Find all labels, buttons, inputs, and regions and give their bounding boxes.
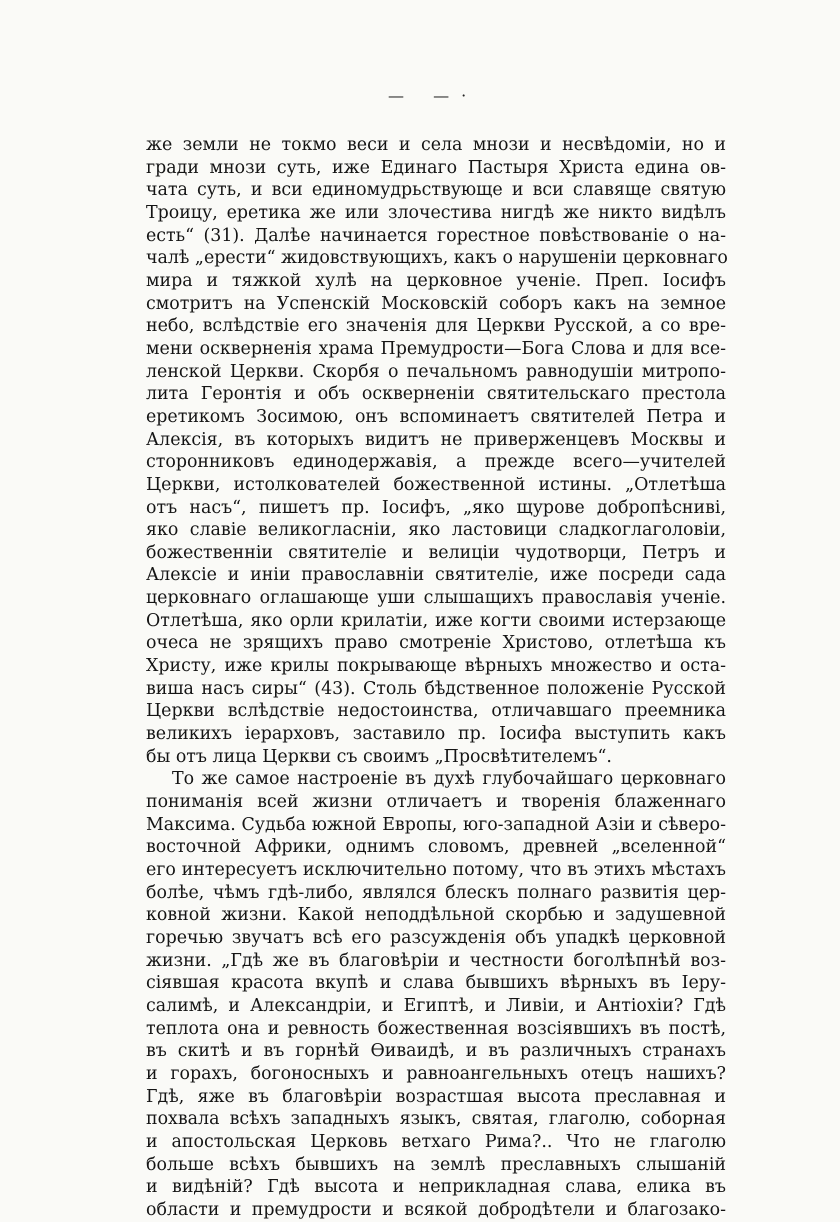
- text-line: есть“ (31). Далѣе начинается горестное повѣствованіе о на-: [146, 225, 726, 246]
- text-line: Алексія, въ которыхъ видитъ не приверженцевъ Москвы и: [146, 429, 726, 450]
- text-line: Отлетѣша, яко орли крилатіи, иже когти своими истерзающе: [146, 610, 726, 631]
- text-line: ленской Церкви. Скорбя о печальномъ равнодушіи митропо-: [146, 361, 726, 382]
- text-line: пониманія всей жизни отличаетъ и творенія блаженнаго: [146, 792, 726, 813]
- text-line: небо, вслѣдствіе его значенія для Церкви Русской, а со вре-: [146, 316, 726, 337]
- text-line: его интересуетъ исключительно потому, что въ этихъ мѣстахъ: [146, 860, 726, 880]
- text-line: бы отъ лица Церкви съ своимъ „Просвѣтителемъ“.: [146, 746, 612, 767]
- text-line: смотритъ на Успенскій Московскій соборъ какъ на земное: [146, 293, 726, 314]
- text-line: Максима. Судьба южной Европы, юго-западной Азіи и сѣверо-: [146, 814, 726, 835]
- text-line: Алексіе и иніи православніи святителіе, иже посреди сада: [146, 565, 726, 586]
- text-line: болѣе, чѣмъ гдѣ-либо, являлся блескъ полнаго развитія цер-: [146, 882, 726, 903]
- text-line: гради мнози суть, иже Единаго Пастыря Христа едина ов-: [146, 157, 726, 178]
- text-line: Гдѣ, яже въ благовѣріи возрастшая высота преславная и: [146, 1086, 726, 1107]
- text-line: горечью звучатъ всѣ его разсужденія объ упадкѣ церковной: [146, 927, 726, 948]
- text-line: Христу, иже крилы покрывающе вѣрныхъ множество и оста-: [146, 656, 726, 677]
- text-line: больше всѣхъ бывшихъ на землѣ преславныхъ слышаній: [146, 1154, 726, 1175]
- text-line: похвала всѣхъ западныхъ языкъ, святая, глаголю, соборная: [146, 1109, 726, 1130]
- text-line: очеса не зрящихъ право смотреніе Христово, отлетѣша къ: [146, 633, 726, 654]
- text-line: области и премудрости и всякой добродѣтели и благозако-: [146, 1199, 726, 1220]
- text-line: салимѣ, и Александріи, и Египтѣ, и Ливіи, и Антіохіи? Гдѣ: [146, 995, 726, 1016]
- text-line: церковнаго оглашающе уши слышащихъ православія ученіе.: [146, 588, 726, 609]
- text-line: мени оскверненія храма Премудрости—Бога Слова и для все-: [146, 338, 726, 359]
- text-line: божественніи святителіе и велиціи чудотворци, Петръ и: [146, 542, 726, 563]
- text-line: сіявшая красота вкупѣ и слава бывшихъ вѣрныхъ въ Іеру-: [146, 973, 726, 994]
- text-line: ковной жизни. Какой неподдѣльной скорбью и задушевной: [146, 905, 726, 926]
- body-text: [146, 134, 726, 1222]
- text-line: въ скитѣ и въ горнѣй Ѳиваидѣ, и въ различныхъ странахъ: [146, 1041, 726, 1062]
- text-line: восточной Африки, однимъ словомъ, древней „вселенной“: [146, 837, 726, 858]
- text-line: мира и тяжкой хулѣ на церковное ученіе. Преп. Іосифъ: [146, 270, 726, 291]
- text-line: виша насъ сиры“ (43). Столь бѣдственное положеніе Русской: [146, 678, 726, 699]
- text-line: еретикомъ Зосимою, онъ вспоминаетъ святителей Петра и: [146, 406, 726, 427]
- text-line: Троицу, еретика же или злочестива нигдѣ же никто видѣлъ: [146, 202, 726, 223]
- text-line: Церкви вслѣдствіе недостоинства, отличавшаго преемника: [146, 701, 726, 722]
- text-line: жизни. „Гдѣ же въ благовѣріи и честности боголѣпнѣй воз-: [146, 950, 726, 971]
- text-line: великихъ іерарховъ, заставило пр. Іосифа выступить какъ: [146, 724, 726, 745]
- text-line: Церкви, истолкователей божественной истины. „Отлетѣша: [146, 474, 726, 495]
- text-line: чалѣ „ерести“ жидовствующихъ, какъ о нарушеніи церковнаго: [146, 248, 728, 269]
- paragraph-2: [146, 768, 726, 1221]
- text-line: чата суть, и вси единомудрьствующе и вси славяще святую: [146, 180, 726, 201]
- text-line: и горахъ, богоносныхъ и равноангельныхъ отецъ нашихъ?: [146, 1063, 726, 1084]
- text-line: же земли не токмо веси и села мнози и несвѣдоміи, но и: [146, 135, 726, 155]
- paragraph-1: [146, 134, 726, 768]
- text-line: и видѣній? Гдѣ высота и неприкладная слава, елика въ: [146, 1177, 726, 1198]
- text-line: теплота она и ревность божественная возсіявшихъ въ постѣ,: [146, 1018, 726, 1039]
- text-line: лита Геронтія и объ оскверненіи святительскаго престола: [146, 384, 726, 405]
- page-number: — —·: [388, 86, 479, 105]
- text-line: отъ насъ“, пишетъ пр. Іосифъ, „яко щурове добропѣсниві,: [146, 497, 726, 518]
- text-line: сторонниковъ единодержавія, а прежде всего—учителей: [146, 452, 726, 473]
- text-line: и апостольская Церковь ветхаго Рима?.. Что не глаголю: [146, 1131, 726, 1152]
- text-line: То же самое настроеніе въ духѣ глубочайшаго церковнаго: [172, 769, 726, 790]
- text-line: яко славіе великогласніи, яко ластовици сладкоглаголовіи,: [146, 520, 726, 541]
